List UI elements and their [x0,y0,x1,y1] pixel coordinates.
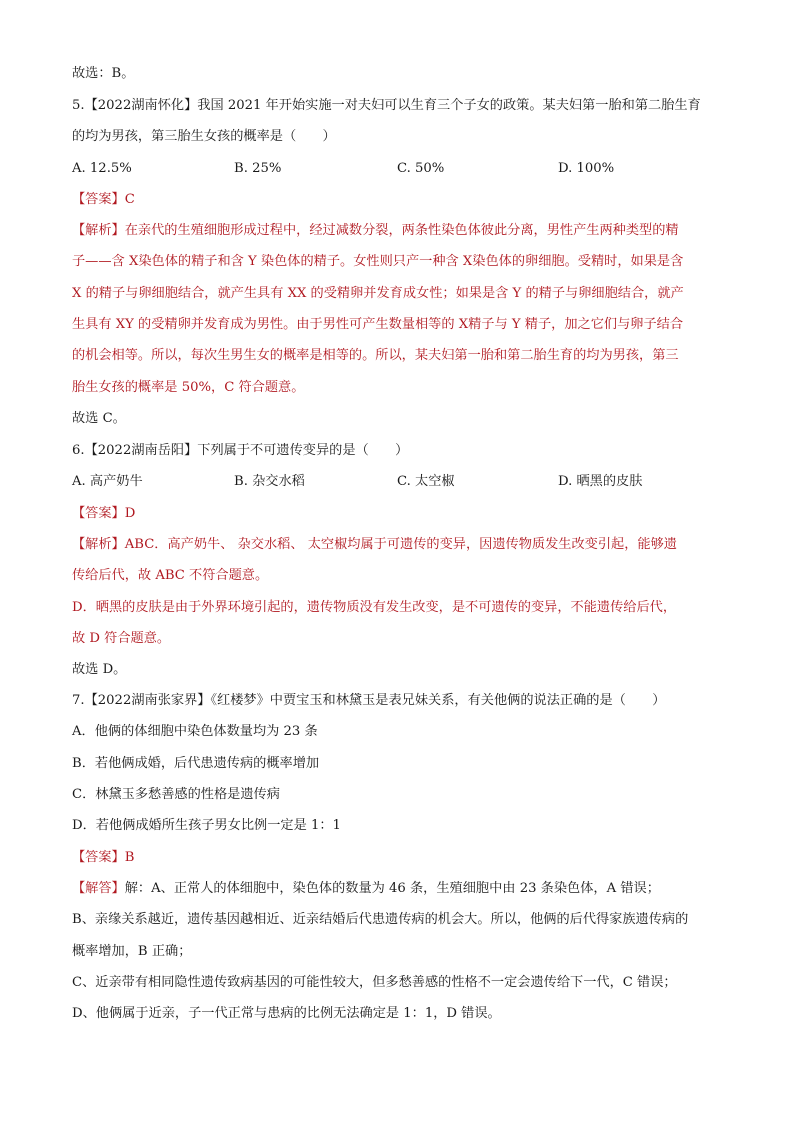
q5-analysis-line-2: 子——含 X染色体的精子和含 Y 染色体的精子。女性则只产一种含 X染色体的卵细胞。受精时，如果是含 [72,254,684,269]
q7-analysis-line-2: B、亲缘关系越近，遗传基因越相近、近亲结婚后代患遗传病的机会大。所以，他俩的后代得家族遗传病的 [72,912,689,927]
q6-option-a: A. 高产奶牛 [72,474,143,489]
q6-option-d: D. 晒黑的皮肤 [558,474,643,489]
analysis-tag: 【解答】 [72,881,125,896]
q5-analysis-line-3: X 的精子与卵细胞结合，就产生具有 XX 的受精卵并发育成女性；如果是含 Y 的精子与卵细胞结合，就产 [72,286,684,301]
q5-analysis-line-5: 的机会相等。所以，每次生男生女的概率是相等的。所以，某夫妇第一胎和第二胎生育的均为男孩，第三 [72,348,679,363]
q7-option-b: B．若他俩成婚，后代患遗传病的概率增加 [72,756,320,771]
q5-stem-line-2: 的均为男孩，第三胎生女孩的概率是（ ） [72,129,336,144]
q6-stem: 6.【2022湖南岳阳】下列属于不可遗传变异的是（ ） [72,443,409,458]
answer-tag: 【答案】 [72,506,125,521]
q6-analysis-line-3: D．晒黑的皮肤是由于外界环境引起的，遗传物质没有发生改变，是不可遗传的变异，不能遗传给后代， [72,600,677,615]
answer-value: D [124,506,136,521]
q7-analysis-line-5: D、他俩属于近亲，子一代正常与患病的比例无法确定是 1：1，D 错误。 [72,1006,501,1021]
q5-analysis-line-4: 生具有 XY 的受精卵并发育成为男性。由于男性可产生数量相等的 X精子与 Y 精子，加之它们与卵子结合 [72,317,684,332]
q6-option-c: C. 太空椒 [397,474,455,489]
analysis-tag: 【解析】 [72,223,125,238]
q4-conclusion: 故选：B。 [72,66,135,81]
answer-tag: 【答案】 [72,192,125,207]
q6-analysis-line-2: 传给后代，故 ABC 不符合题意。 [72,568,269,583]
q6-analysis-line-4: 故 D 符合题意。 [72,631,171,646]
analysis-text: ABC．高产奶牛、 杂交水稻、 太空椒均属于可遗传的变异，因遗传物质发生改变引起，能够遗 [124,537,677,552]
q6-conclusion: 故选 D。 [72,662,127,677]
analysis-text: 解：A、正常人的体细胞中，染色体的数量为 46 条，生殖细胞中由 23 条染色体，A 错误； [124,881,660,896]
analysis-tag: 【解析】 [72,537,125,552]
q5-stem-line-1: 5.【2022湖南怀化】我国 2021 年开始实施一对夫妇可以生育三个子女的政策。某夫妇第一胎和第二胎生育 [72,98,701,113]
q7-analysis-line-4: C、近亲带有相同隐性遗传致病基因的可能性较大，但多愁善感的性格不一定会遗传给下一代，C 错误； [72,975,677,990]
q7-option-d: D．若他俩成婚所生孩子男女比例一定是 1：1 [72,818,341,833]
q7-answer [72,848,134,868]
q7-option-a: A．他俩的体细胞中染色体数量均为 23 条 [72,724,318,739]
q7-stem: 7.【2022湖南张家界】《红楼梦》中贾宝玉和林黛玉是表兄妹关系，有关他俩的说法正确的是（ ） [72,693,666,708]
q5-option-d: D. 100% [558,161,615,176]
q5-analysis-line-1 [72,221,679,241]
q6-answer [72,504,135,524]
q7-analysis-line-1 [72,879,660,899]
analysis-text: 在亲代的生殖细胞形成过程中，经过减数分裂，两条性染色体彼此分离，男性产生两种类型的精 [124,223,679,238]
q5-analysis-line-6: 胎生女孩的概率是 50%，C 符合题意。 [72,380,305,395]
answer-tag: 【答案】 [72,850,125,865]
answer-value: B [124,850,135,865]
answer-value: C [124,192,135,207]
q5-option-b: B. 25% [234,161,282,176]
q5-option-c: C. 50% [397,161,445,176]
q7-option-c: C．林黛玉多愁善感的性格是遗传病 [72,787,280,802]
q7-analysis-line-3: 概率增加，B 正确； [72,944,192,959]
q6-analysis-line-1 [72,535,677,555]
q5-conclusion: 故选 C。 [72,411,126,426]
q5-answer [72,190,135,210]
q5-option-a: A. 12.5% [72,161,132,176]
q6-option-b: B. 杂交水稻 [234,474,305,489]
